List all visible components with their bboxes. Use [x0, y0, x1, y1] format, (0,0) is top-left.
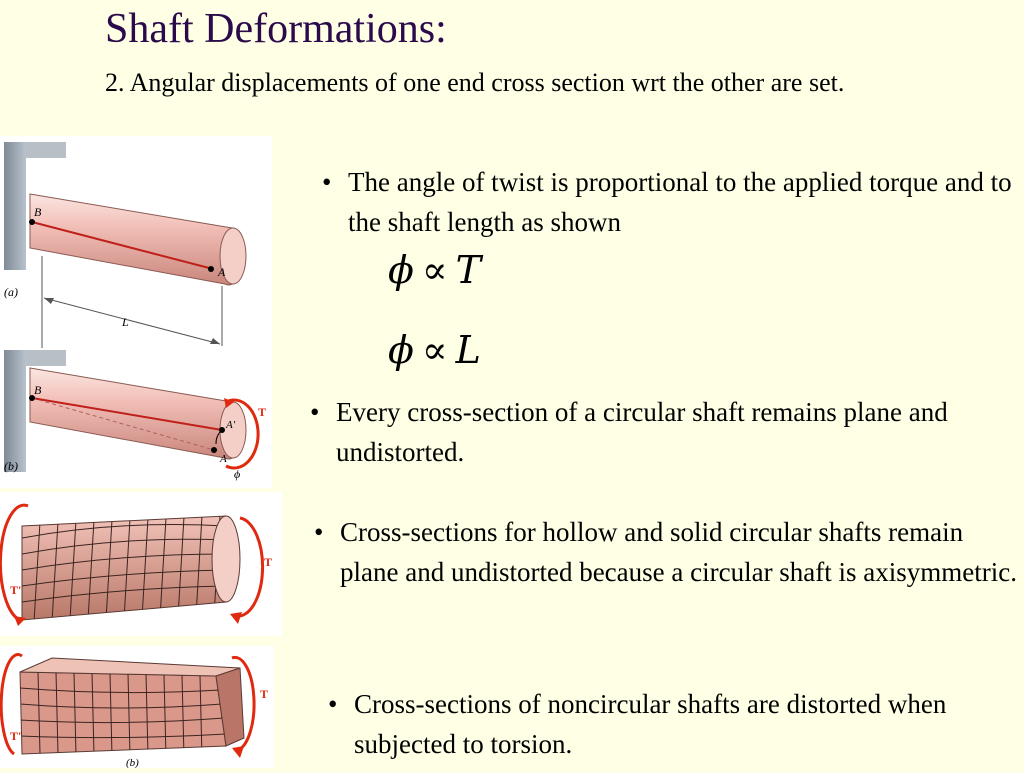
bullet-angle-of-twist [322, 162, 1024, 242]
torque-label-right-d: T [260, 687, 269, 701]
bullet-hollow-solid [314, 512, 1020, 592]
dimension-arrow [44, 298, 220, 344]
wall-top-a [26, 142, 66, 158]
fixed-wall-b [4, 350, 26, 472]
shaft-b [30, 368, 243, 459]
bullet-marker: • [328, 689, 338, 719]
bullet-noncircular [328, 684, 954, 764]
slide-subtitle: 2. Angular displacements of one end cross section wrt the other are set. [105, 68, 845, 97]
formula-lhs: ϕ [388, 328, 414, 372]
point-b-label-a: B [34, 205, 42, 219]
bullet-text: Cross-sections of noncircular shafts are distorted when subjected to torsion. [354, 689, 947, 759]
figure-label-b: (b) [4, 459, 18, 473]
torque-arrowhead-right-d [232, 746, 244, 758]
point-a-marker-a [208, 266, 214, 272]
formula-rhs: T [455, 248, 481, 292]
fixed-wall-a [4, 142, 26, 270]
point-b-label-b: B [34, 383, 42, 397]
bullet-cross-section-plane [310, 392, 1024, 472]
point-a-label-b: A [220, 453, 227, 465]
torque-label-right: T [264, 555, 273, 569]
formula-torque [388, 248, 481, 292]
formula-proportional: ∝ [421, 248, 448, 292]
circular-shaft-end [212, 516, 240, 602]
wall-top-b [26, 350, 66, 366]
torque-arrowhead-right [230, 612, 242, 624]
torque-label-b: T [258, 405, 267, 419]
noncircular-shaft-body [20, 672, 226, 754]
point-a-marker-b [211, 447, 217, 453]
noncircular-shaft-diagram [0, 646, 274, 768]
formula-length [388, 328, 481, 372]
length-label: L [122, 315, 129, 329]
shaft-twist-figure [0, 136, 272, 488]
shaft-twist-diagram [0, 136, 272, 488]
bullet-text: Every cross-section of a circular shaft remains plane and undistorted. [336, 397, 948, 467]
dimension-arrowhead-right [210, 338, 220, 344]
figure-label-a: (a) [4, 285, 18, 299]
circular-shaft-diagram [0, 492, 282, 636]
circular-shaft-figure [0, 492, 282, 636]
torque-label-left-d: T' [10, 729, 22, 743]
bullet-marker: • [314, 517, 324, 547]
dimension-arrowhead-left [44, 298, 54, 304]
formula-rhs: L [455, 328, 481, 372]
noncircular-shaft-figure [0, 646, 274, 768]
figure-label-d: (b) [126, 757, 139, 768]
point-b-marker-a [29, 219, 35, 225]
formula-proportional: ∝ [421, 328, 448, 372]
bullet-text: Cross-sections for hollow and solid circular shafts remain plane and undistorted because a circular shaft is axisymmetric. [340, 517, 1018, 587]
bullet-marker: • [310, 397, 320, 427]
angle-label: ϕ [234, 467, 241, 481]
torque-label-left: T' [10, 583, 22, 597]
slide-title: Shaft Deformations: [105, 6, 447, 52]
bullet-marker: • [322, 167, 332, 197]
point-a-prime-label: A' [226, 419, 236, 431]
bullet-text: The angle of twist is proportional to the applied torque and to the shaft length as shown [348, 167, 1012, 237]
point-a-label-a: A [218, 265, 226, 279]
formula-lhs: ϕ [388, 248, 414, 292]
